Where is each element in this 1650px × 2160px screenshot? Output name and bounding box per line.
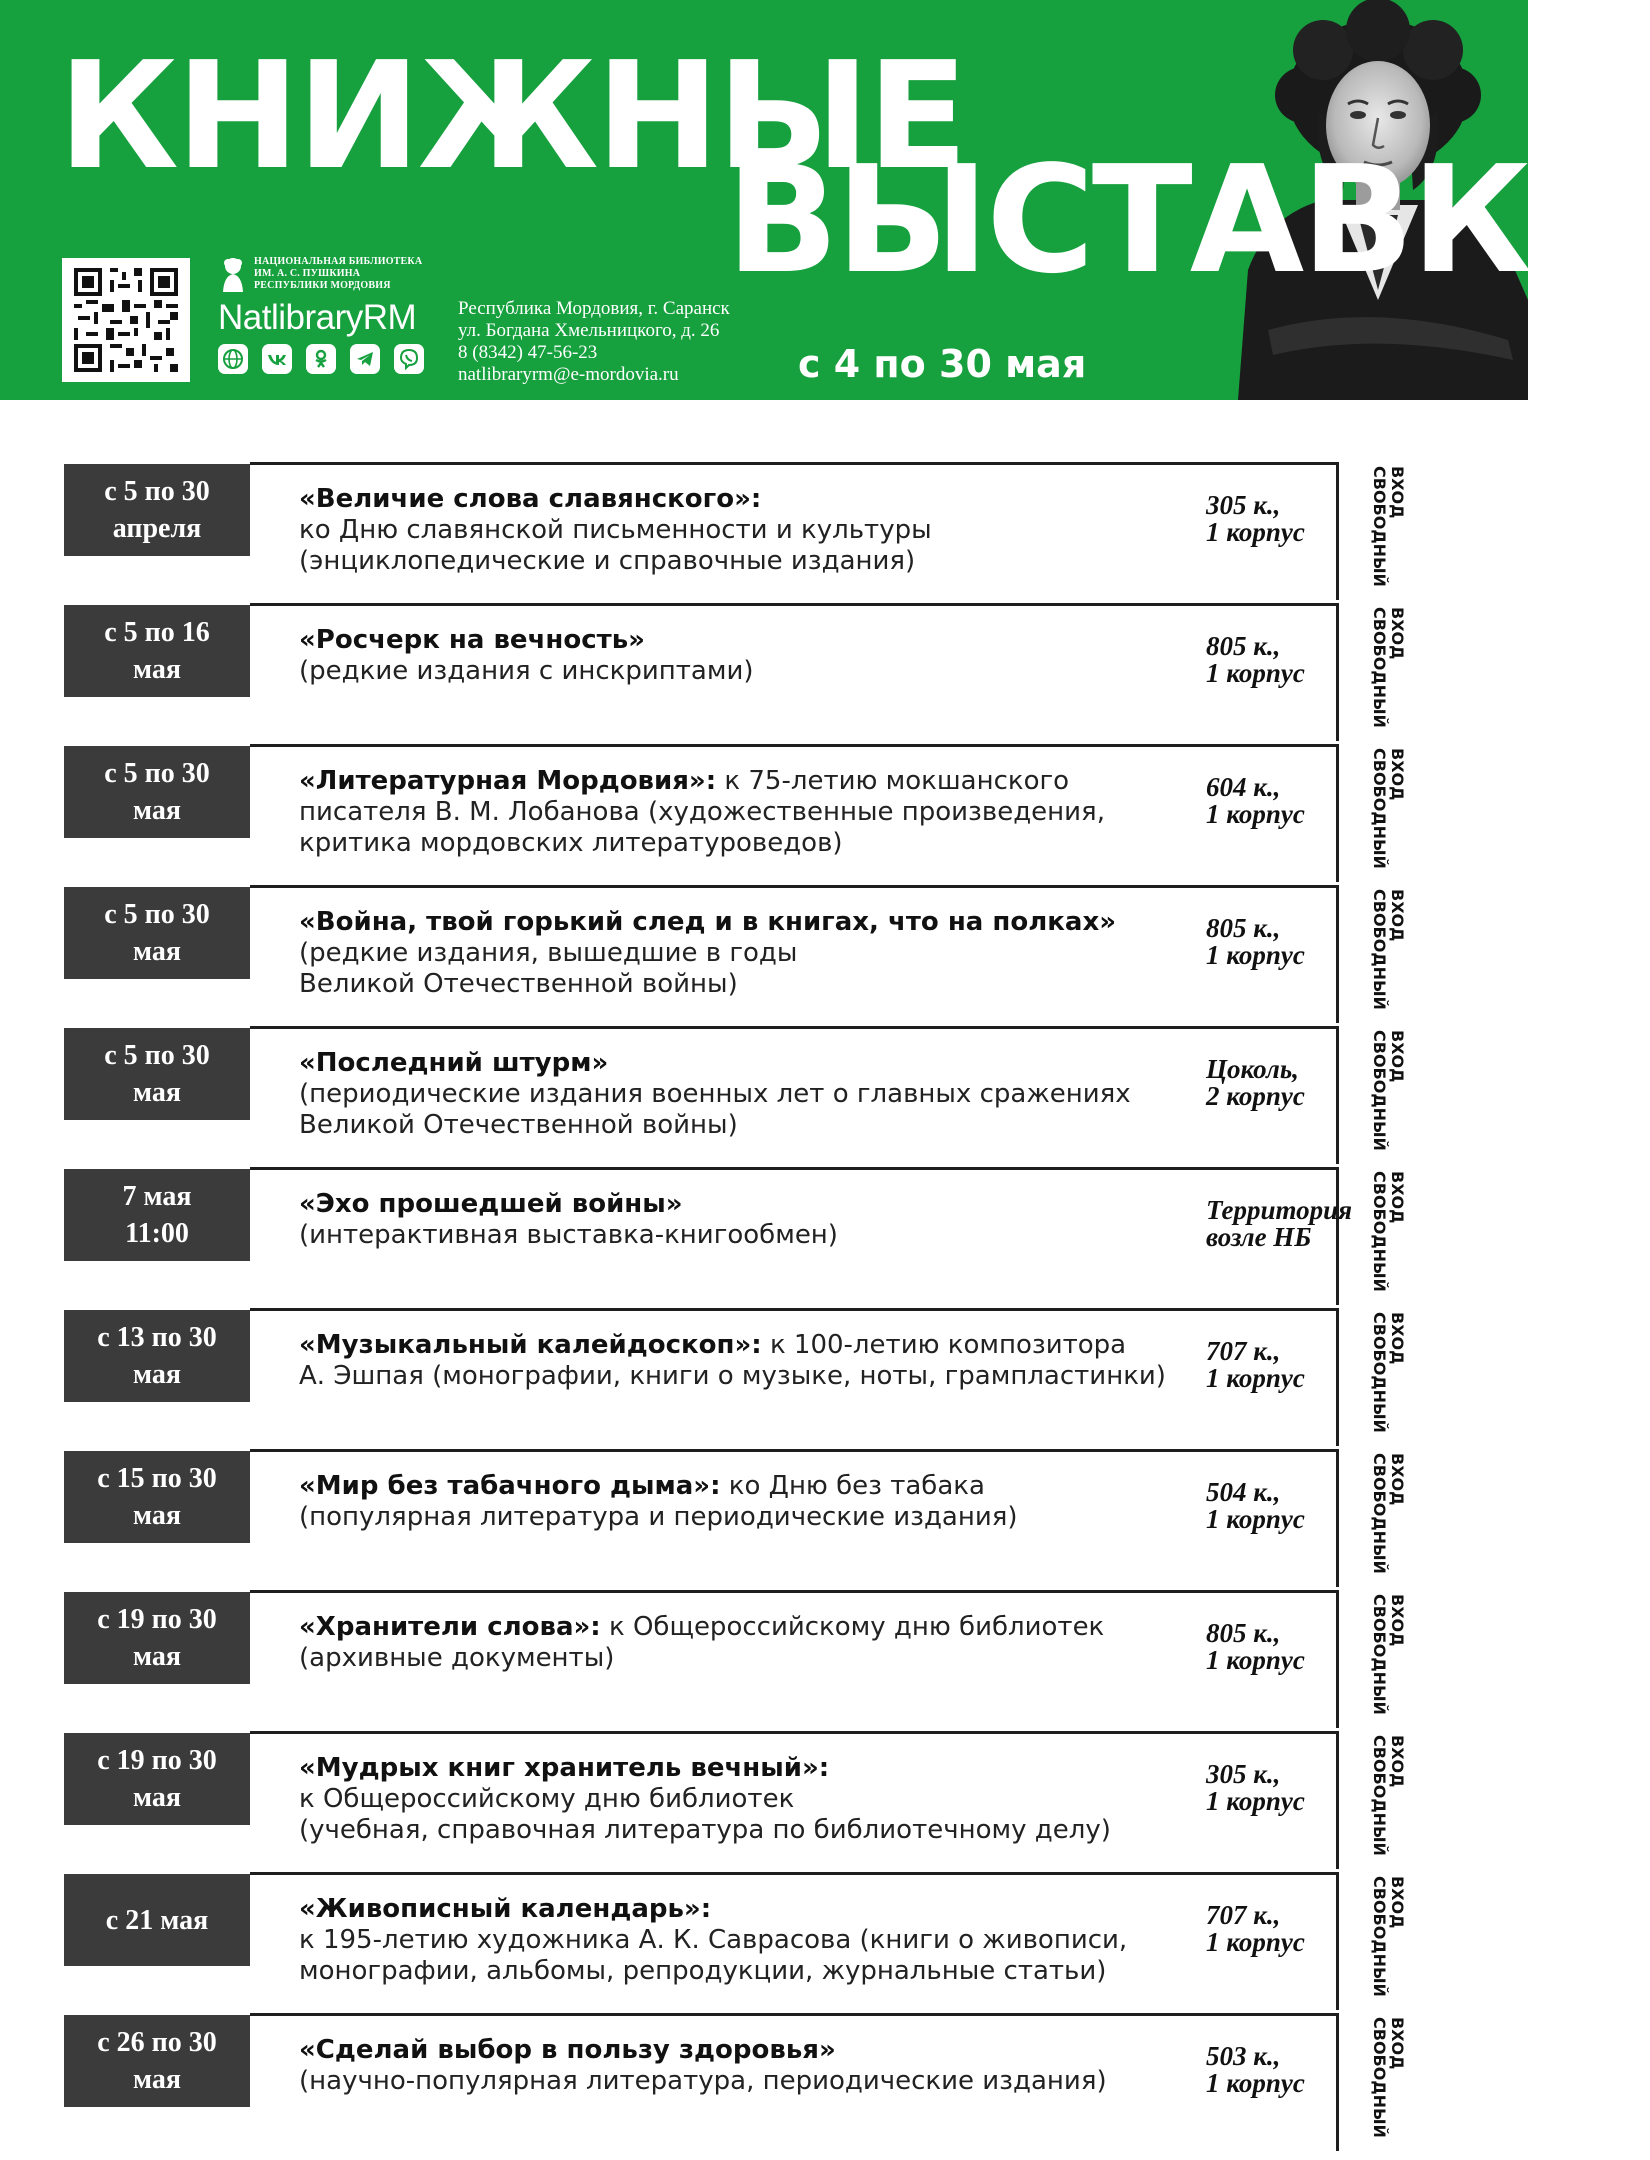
entry-line-1: ВХОД — [1388, 1030, 1407, 1083]
exhibition-date — [64, 605, 250, 697]
entry-line-1: ВХОД — [1388, 1735, 1407, 1788]
vk-icon[interactable] — [262, 344, 292, 374]
description-line: монографии, альбомы, репродукции, журнальные статьи) — [299, 1956, 1107, 1986]
library-handle: NatlibraryRM — [218, 298, 417, 337]
exhibition-location — [1206, 1056, 1346, 1110]
row-divider — [250, 744, 1338, 747]
entry-line-2: СВОБОДНЫЙ — [1370, 607, 1389, 728]
title-line — [299, 907, 1199, 938]
free-entry-label — [1370, 1453, 1406, 1574]
description-line: ко Дню славянской письменности и культуры — [299, 515, 932, 545]
description-line: писателя В. М. Лобанова (художественные произведения, — [299, 797, 1105, 827]
location-line-1: 805 к., — [1206, 913, 1281, 943]
row-divider — [250, 1167, 1338, 1170]
location-line-2: 1 корпус — [1206, 1363, 1305, 1393]
exhibition-title: «Последний штурм» — [299, 1048, 609, 1078]
free-entry-label — [1370, 889, 1406, 1010]
exhibition-title: «Литературная Мордовия»: — [299, 766, 717, 796]
title-line — [299, 1330, 1199, 1361]
description-line: (учебная, справочная литература по библиотечному делу) — [299, 1815, 1111, 1845]
library-name-line: РЕСПУБЛИКИ МОРДОВИЯ — [254, 280, 391, 291]
exhibition-date — [64, 887, 250, 979]
date-line-2: мая — [132, 1782, 182, 1813]
qr-code[interactable] — [62, 258, 190, 382]
location-line-2: 1 корпус — [1206, 517, 1305, 547]
library-logo-block — [218, 256, 428, 374]
entry-line-2: СВОБОДНЫЙ — [1370, 1171, 1389, 1292]
date-line-1: с 21 мая — [105, 1904, 209, 1936]
title-tail: ко Дню без табака — [720, 1471, 985, 1501]
title-line — [299, 1894, 1199, 1925]
date-line-2: мая — [132, 1077, 182, 1108]
exhibition-description — [299, 1612, 1199, 1674]
exhibition-row — [0, 1449, 1528, 1590]
free-entry-label — [1370, 1876, 1406, 1997]
location-line-2: 1 корпус — [1206, 1927, 1305, 1957]
entry-line-1: ВХОД — [1388, 2017, 1407, 2070]
exhibition-description — [299, 1471, 1199, 1533]
location-line-1: Цоколь, — [1206, 1054, 1299, 1084]
row-divider — [250, 2013, 1338, 2016]
entry-line-1: ВХОД — [1388, 889, 1407, 942]
description-line: А. Эшпая (монографии, книги о музыке, ноты, грампластинки) — [299, 1361, 1166, 1391]
exhibition-location — [1206, 1620, 1346, 1674]
date-line-2: 11:00 — [125, 1218, 189, 1249]
exhibition-date — [64, 746, 250, 838]
location-line-1: 707 к., — [1206, 1336, 1281, 1366]
location-line-1: Территория — [1206, 1195, 1353, 1225]
exhibition-row — [0, 1731, 1528, 1872]
exhibition-list — [0, 462, 1528, 2154]
exhibition-title: «Мудрых книг хранитель вечный»: — [299, 1753, 830, 1783]
title-tail: к 100-летию композитора — [761, 1330, 1127, 1360]
location-line-2: 1 корпус — [1206, 2068, 1305, 2098]
date-line-1: с 5 по 16 — [104, 617, 210, 648]
location-line-1: 305 к., — [1206, 490, 1281, 520]
entry-line-2: СВОБОДНЫЙ — [1370, 466, 1389, 587]
entry-line-1: ВХОД — [1388, 607, 1407, 660]
exhibition-title: «Сделай выбор в пользу здоровья» — [299, 2035, 836, 2065]
exhibition-location — [1206, 1902, 1346, 1956]
description-line: (научно-популярная литература, периодические издания) — [299, 2066, 1107, 2096]
location-line-1: 805 к., — [1206, 631, 1281, 661]
date-line-1: с 5 по 30 — [104, 1040, 210, 1071]
exhibition-description — [299, 625, 1199, 687]
title-line — [299, 484, 1199, 515]
library-name-line: НАЦИОНАЛЬНАЯ БИБЛИОТЕКА — [254, 256, 423, 267]
exhibition-date — [64, 1592, 250, 1684]
location-line-2: возле НБ — [1206, 1222, 1312, 1252]
globe-icon[interactable] — [218, 344, 248, 374]
location-line-2: 1 корпус — [1206, 799, 1305, 829]
title-line — [299, 1612, 1199, 1643]
free-entry-label — [1370, 1030, 1406, 1151]
exhibition-title: «Живописный календарь»: — [299, 1894, 712, 1924]
entry-line-1: ВХОД — [1388, 748, 1407, 801]
exhibition-title: «Хранители слова»: — [299, 1612, 601, 1642]
exhibition-row — [0, 1590, 1528, 1731]
description-line: к Общероссийскому дню библиотек — [299, 1784, 795, 1814]
free-entry-label — [1370, 1735, 1406, 1856]
exhibition-location — [1206, 633, 1346, 687]
telegram-icon[interactable] — [350, 344, 380, 374]
exhibition-row — [0, 744, 1528, 885]
event-dates: с 4 по 30 мая — [798, 342, 1087, 386]
row-divider — [250, 603, 1338, 606]
date-line-1: с 26 по 30 — [97, 2027, 217, 2058]
date-line-2: апреля — [112, 513, 202, 544]
viber-icon[interactable] — [394, 344, 424, 374]
title-tail: к 75-летию мокшанского — [716, 766, 1070, 796]
location-line-1: 504 к., — [1206, 1477, 1281, 1507]
title-line — [299, 1189, 1199, 1220]
location-line-1: 305 к., — [1206, 1759, 1281, 1789]
exhibition-date — [64, 1310, 250, 1402]
date-line-2: мая — [132, 1500, 182, 1531]
date-line-1: с 5 по 30 — [104, 899, 210, 930]
title-line-1: КНИЖНЫЕ — [58, 30, 966, 202]
entry-line-2: СВОБОДНЫЙ — [1370, 1594, 1389, 1715]
exhibition-row — [0, 462, 1528, 603]
ok-icon[interactable] — [306, 344, 336, 374]
exhibition-description — [299, 484, 1199, 577]
exhibition-description — [299, 1048, 1199, 1141]
entry-line-2: СВОБОДНЫЙ — [1370, 1312, 1389, 1433]
entry-line-2: СВОБОДНЫЙ — [1370, 889, 1389, 1010]
entry-line-2: СВОБОДНЫЙ — [1370, 2017, 1389, 2138]
row-divider — [250, 462, 1338, 465]
free-entry-label — [1370, 1312, 1406, 1433]
description-line: к 195-летию художника А. К. Саврасова (книги о живописи, — [299, 1925, 1128, 1955]
exhibition-description — [299, 1753, 1199, 1846]
location-line-1: 805 к., — [1206, 1618, 1281, 1648]
date-line-1: с 15 по 30 — [97, 1463, 217, 1494]
exhibition-row — [0, 885, 1528, 1026]
exhibition-description — [299, 907, 1199, 1000]
date-line-1: 7 мая — [122, 1181, 192, 1212]
description-line: (периодические издания военных лет о главных сражениях — [299, 1079, 1131, 1109]
location-line-2: 1 корпус — [1206, 1645, 1305, 1675]
description-line: (энциклопедические и справочные издания) — [299, 546, 916, 576]
exhibition-description — [299, 766, 1199, 859]
exhibition-description — [299, 1894, 1199, 1987]
library-name-line: ИМ. А. С. ПУШКИНА — [254, 268, 361, 279]
exhibition-title: «Музыкальный калейдоскоп»: — [299, 1330, 762, 1360]
date-line-2: мая — [132, 2064, 182, 2095]
description-line: (популярная литература и периодические издания) — [299, 1502, 1018, 1532]
exhibition-title: «Эхо прошедшей войны» — [299, 1189, 683, 1219]
entry-line-2: СВОБОДНЫЙ — [1370, 1876, 1389, 1997]
description-line: Великой Отечественной войны) — [299, 969, 738, 999]
entry-line-2: СВОБОДНЫЙ — [1370, 1453, 1389, 1574]
exhibition-location — [1206, 1479, 1346, 1533]
exhibition-date — [64, 1028, 250, 1120]
exhibition-description — [299, 1189, 1199, 1251]
exhibition-date — [64, 1169, 250, 1261]
row-divider — [250, 1731, 1338, 1734]
row-divider — [250, 1590, 1338, 1593]
date-line-1: с 19 по 30 — [97, 1604, 217, 1635]
library-name — [254, 256, 422, 292]
title-line — [299, 625, 1199, 656]
contact-info — [458, 298, 730, 386]
exhibition-location — [1206, 774, 1346, 828]
exhibition-row — [0, 1167, 1528, 1308]
entry-line-1: ВХОД — [1388, 466, 1407, 519]
free-entry-label — [1370, 466, 1406, 587]
header-banner — [0, 0, 1650, 400]
exhibition-location — [1206, 1338, 1346, 1392]
address-line: ул. Богдана Хмельницкого, д. 26 — [458, 320, 720, 341]
exhibition-title: «Мир без табачного дыма»: — [299, 1471, 721, 1501]
qr-code-icon — [74, 268, 178, 372]
exhibition-location — [1206, 492, 1346, 546]
exhibition-title: «Война, твой горький след и в книгах, что на полках» — [299, 907, 1117, 937]
title-tail: к Общероссийскому дню библиотек — [600, 1612, 1105, 1642]
free-entry-label — [1370, 1171, 1406, 1292]
location-line-1: 707 к., — [1206, 1900, 1281, 1930]
row-divider — [250, 1026, 1338, 1029]
title-line — [299, 766, 1199, 797]
date-line-1: с 5 по 30 — [104, 758, 210, 789]
date-line-2: мая — [132, 1359, 182, 1390]
location-line-2: 1 корпус — [1206, 1786, 1305, 1816]
entry-line-1: ВХОД — [1388, 1876, 1407, 1929]
exhibition-location — [1206, 915, 1346, 969]
location-line-2: 2 корпус — [1206, 1081, 1305, 1111]
location-line-1: 604 к., — [1206, 772, 1281, 802]
row-divider — [250, 1872, 1338, 1875]
description-line: (редкие издания, вышедшие в годы — [299, 938, 798, 968]
address-line: Республика Мордовия, г. Саранск — [458, 298, 730, 319]
exhibition-row — [0, 1026, 1528, 1167]
free-entry-label — [1370, 607, 1406, 728]
entry-line-2: СВОБОДНЫЙ — [1370, 748, 1389, 869]
entry-line-1: ВХОД — [1388, 1594, 1407, 1647]
exhibition-location — [1206, 1195, 1353, 1252]
title-line-2: ВЫСТАВКИ — [726, 134, 1650, 306]
row-divider — [250, 885, 1338, 888]
date-line-2: мая — [132, 654, 182, 685]
date-line-2: мая — [132, 936, 182, 967]
entry-line-1: ВХОД — [1388, 1453, 1407, 1506]
exhibition-title: «Росчерк на вечность» — [299, 625, 645, 655]
entry-line-1: ВХОД — [1388, 1171, 1407, 1224]
description-line: (архивные документы) — [299, 1643, 615, 1673]
exhibition-date — [64, 1451, 250, 1543]
exhibition-date — [64, 2015, 250, 2107]
row-divider — [250, 1449, 1338, 1452]
location-line-1: 503 к., — [1206, 2041, 1281, 2071]
exhibition-date — [64, 1733, 250, 1825]
exhibition-row — [0, 603, 1528, 744]
exhibition-location — [1206, 1761, 1346, 1815]
exhibition-row — [0, 2013, 1528, 2154]
email-link[interactable]: natlibraryrm@e-mordovia.ru — [458, 364, 679, 385]
social-links — [218, 344, 428, 374]
description-line: критика мордовских литературоведов) — [299, 828, 843, 858]
date-line-1: с 13 по 30 — [97, 1322, 217, 1353]
free-entry-label — [1370, 1594, 1406, 1715]
entry-line-1: ВХОД — [1388, 1312, 1407, 1365]
entry-line-2: СВОБОДНЫЙ — [1370, 1030, 1389, 1151]
title-line — [299, 1471, 1199, 1502]
description-line: (редкие издания с инскриптами) — [299, 656, 754, 686]
location-line-2: 1 корпус — [1206, 940, 1305, 970]
date-line-1: с 19 по 30 — [97, 1745, 217, 1776]
free-entry-label — [1370, 748, 1406, 869]
row-divider — [250, 1308, 1338, 1311]
library-emblem-icon — [218, 256, 248, 292]
title-line — [299, 1753, 1199, 1784]
exhibition-title: «Величие слова славянского»: — [299, 484, 762, 514]
date-line-1: с 5 по 30 — [104, 476, 210, 507]
exhibition-row — [0, 1308, 1528, 1449]
phone-number[interactable]: 8 (8342) 47-56-23 — [458, 342, 598, 363]
title-line — [299, 1048, 1199, 1079]
title-line — [299, 2035, 1199, 2066]
exhibition-description — [299, 1330, 1199, 1392]
free-entry-label — [1370, 2017, 1406, 2138]
exhibition-row — [0, 1872, 1528, 2013]
exhibition-date — [64, 464, 250, 556]
location-line-2: 1 корпус — [1206, 1504, 1305, 1534]
description-line: (интерактивная выставка-книгообмен) — [299, 1220, 838, 1250]
location-line-2: 1 корпус — [1206, 658, 1305, 688]
exhibition-date — [64, 1874, 250, 1966]
date-line-2: мая — [132, 795, 182, 826]
description-line: Великой Отечественной войны) — [299, 1110, 738, 1140]
date-line-2: мая — [132, 1641, 182, 1672]
entry-line-2: СВОБОДНЫЙ — [1370, 1735, 1389, 1856]
exhibition-description — [299, 2035, 1199, 2097]
exhibition-location — [1206, 2043, 1346, 2097]
